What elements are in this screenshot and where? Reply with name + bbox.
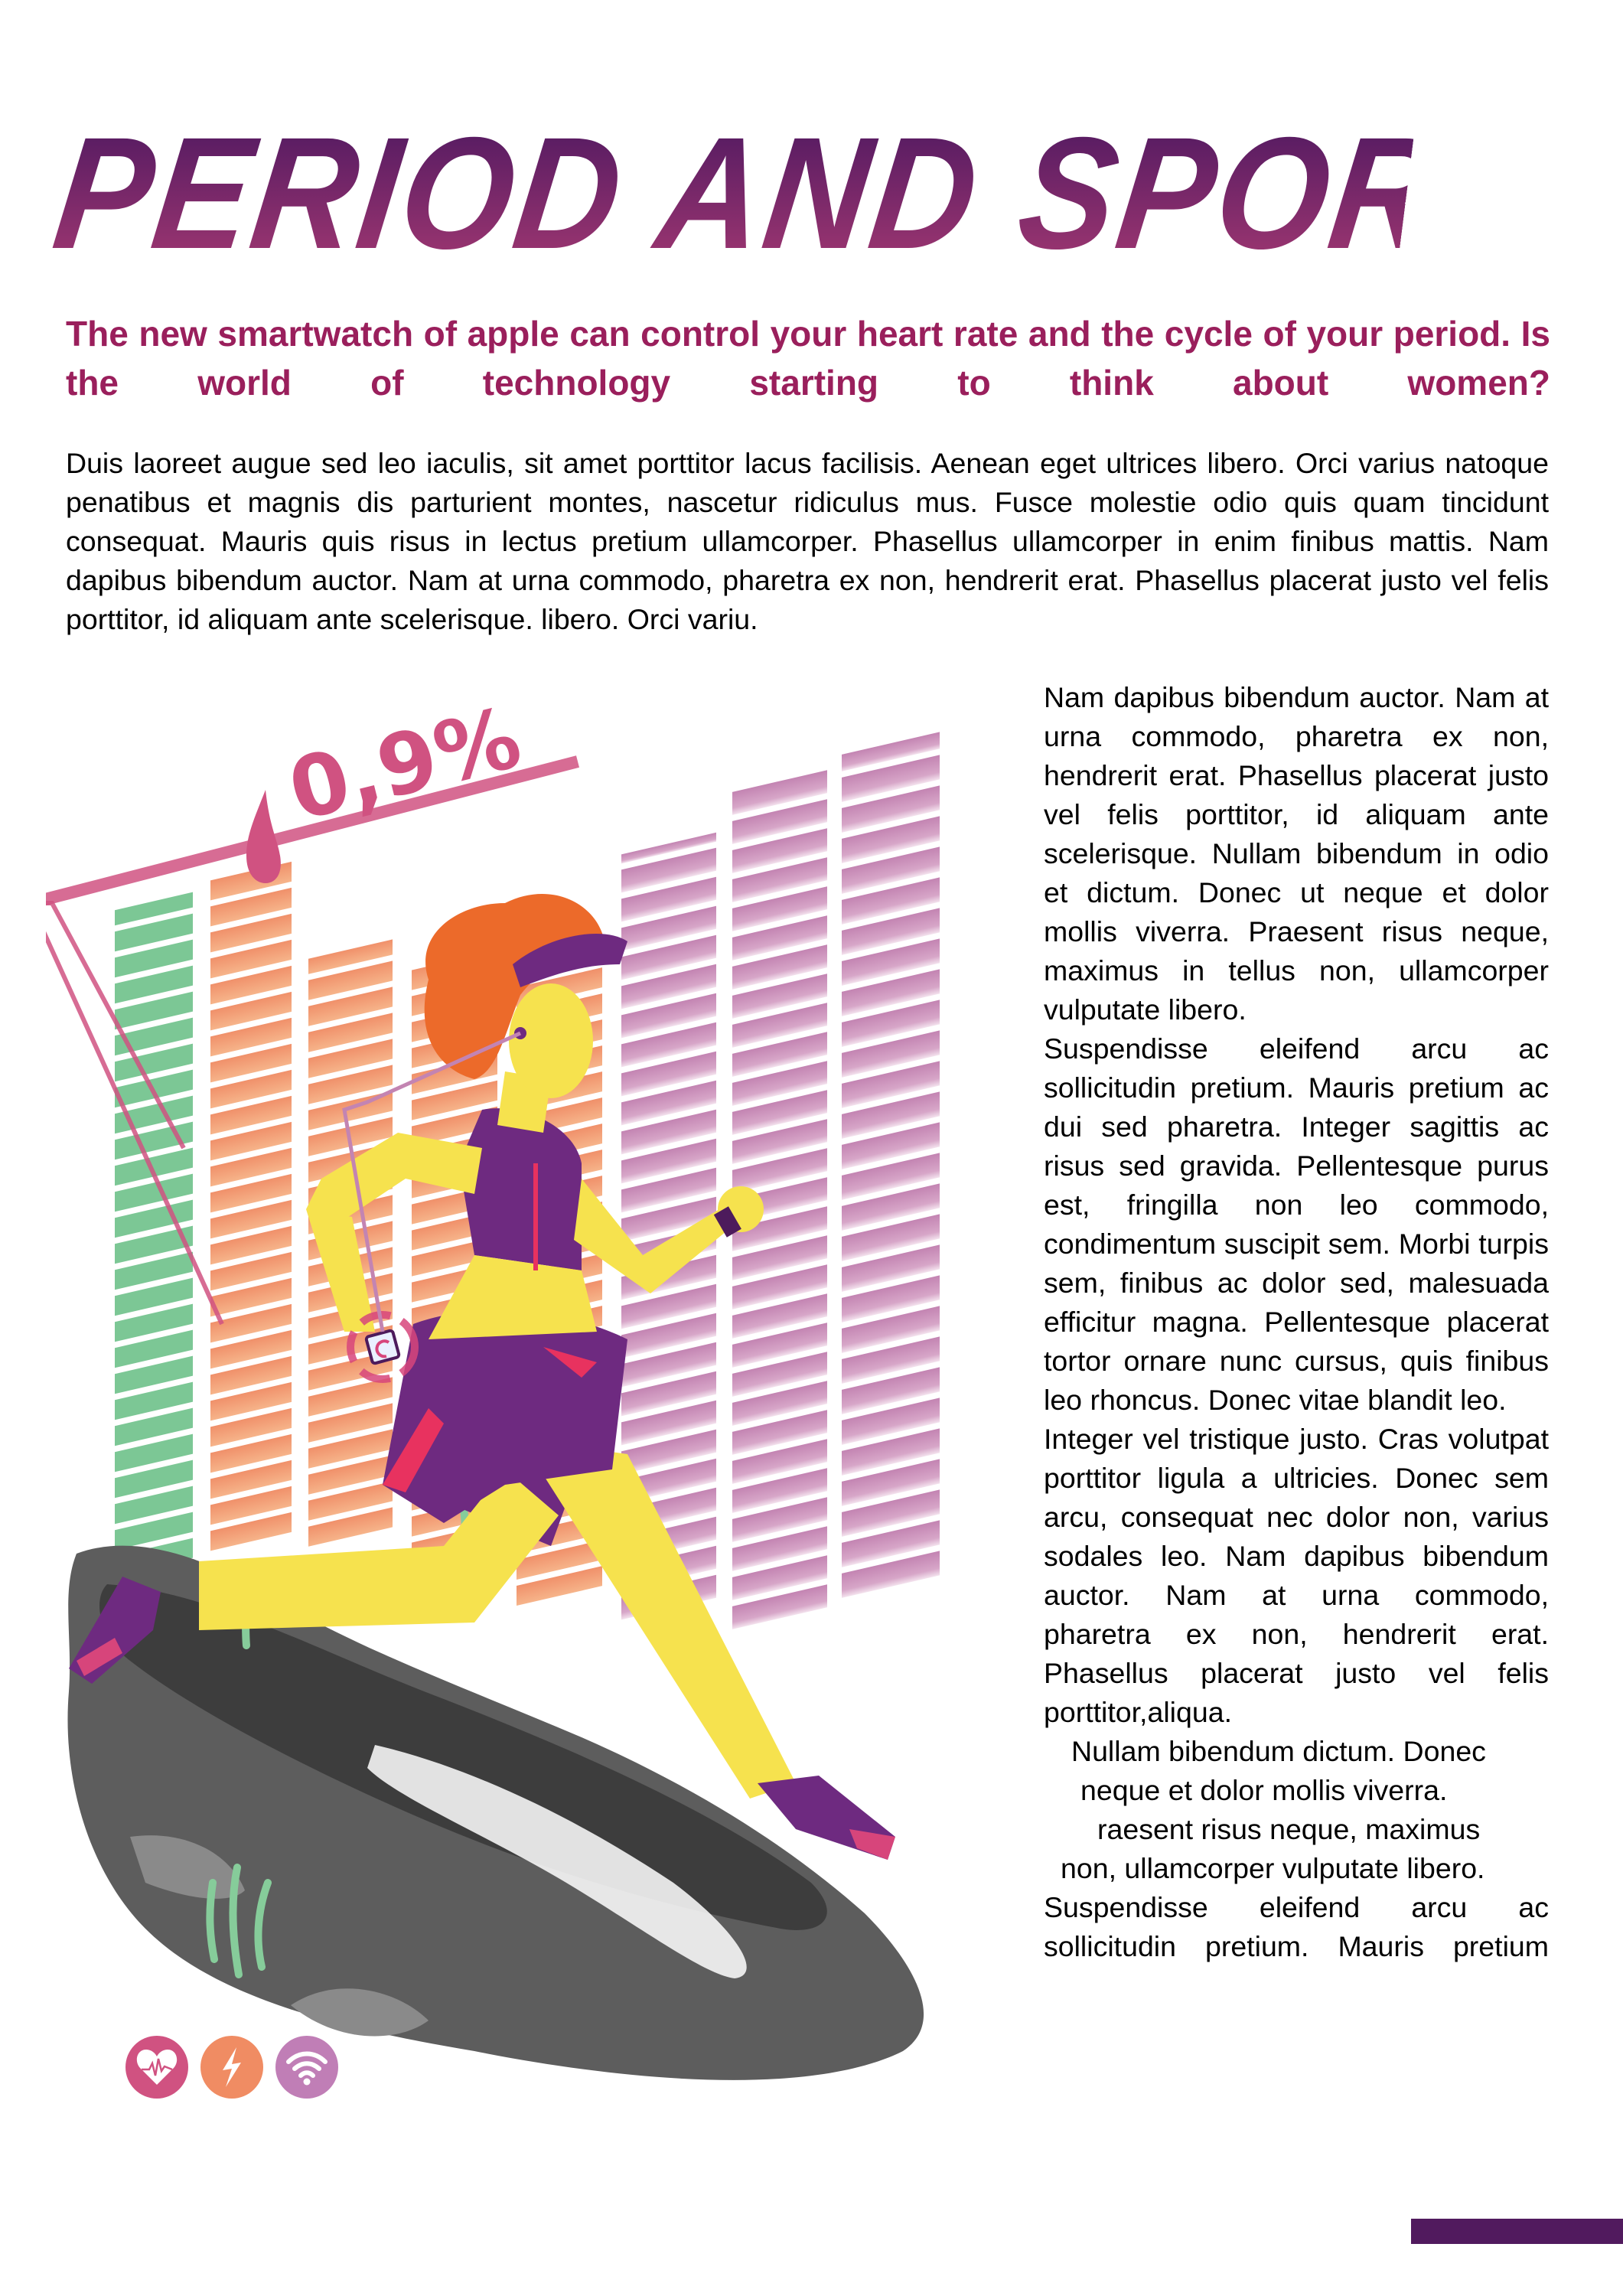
wrapped-line-3: raesent risus neque, maximus — [1097, 1813, 1481, 1845]
column-closing: Suspendisse eleifend arcu ac sollicitudin pretium. Mauris pretium — [1044, 1891, 1549, 1962]
wrapped-line-4: non, ullamcorper vulputate libero. — [1061, 1852, 1485, 1884]
runner-illustration — [46, 673, 1071, 2112]
intro-paragraph: Duis laoreet augue sed leo iaculis, sit amet porttitor lacus facilisis. Aenean eget ultrices libero. Orci varius natoque penatibus et magnis dis parturient montes, nascetur ridiculus mus. Fusce molestie odio quis quam tincidunt consequat. Mauris quis risus in lectus pretium ullamcorper. Phasellus ullamcorper in enim finibus mattis. Nam dapibus bibendum auctor. Nam at urna commodo, pharetra ex non, hendrerit erat. Phasellus placerat justo vel felis porttitor, id aliquam ante scelerisque. libero. Orci variu. — [66, 447, 1549, 635]
article-column — [1044, 678, 1549, 1966]
heart-rate-icon — [125, 2036, 188, 2099]
wrapped-line-2: neque et dolor mollis viverra. — [1080, 1774, 1448, 1806]
wrapped-line-1: Nullam bibendum dictum. Donec — [1071, 1735, 1486, 1767]
feature-icons — [125, 2036, 338, 2099]
lightning-icon — [200, 2036, 263, 2099]
subtitle: The new smartwatch of apple can control your heart rate and the cycle of your period. Is the world of technology starting to think about women? — [66, 314, 1550, 403]
footer-accent-bar — [1411, 2219, 1623, 2244]
column-paragraph-2: Suspendisse eleifend arcu ac sollicitudin pretium. Mauris pretium ac dui sed pharetra. Integer sagittis ac risus sed gravida. Pellentesque purus est, fringilla non leo commodo, condimentum suscipit sem. Morbi turpis sem, finibus ac dolor sed, malesuada efficitur magna. Pellentesque placerat tortor ornare nunc cursus, quis finibus leo rhoncus. Donec vitae blandit leo. — [1044, 1032, 1549, 1416]
wifi-icon — [275, 2036, 338, 2099]
stat-value: 0,9% — [279, 688, 530, 840]
column-paragraph-1: Nam dapibus bibendum auctor. Nam at urna commodo, pharetra ex non, hendrerit erat. Phasellus placerat justo vel felis porttitor, id aliquam ante scelerisque. Nullam bibendum in odio et dictum. Donec ut neque et dolor mollis viverra. Praesent risus neque, maximus in tellus non, ullamcorper vulputate libero. — [1044, 681, 1549, 1026]
page-title: PERIOD AND SPORT — [45, 105, 1537, 282]
column-paragraph-3: Integer vel tristique justo. Cras volutpat porttitor ligula a ultricies. Donec sem arcu, consequat nec dolor non, varius sodales leo. Nam dapibus bibendum auctor. Nam at urna commodo, pharetra ex non, hendrerit erat. Phasellus placerat justo vel felis porttitor,aliqua. — [1044, 1423, 1549, 1728]
